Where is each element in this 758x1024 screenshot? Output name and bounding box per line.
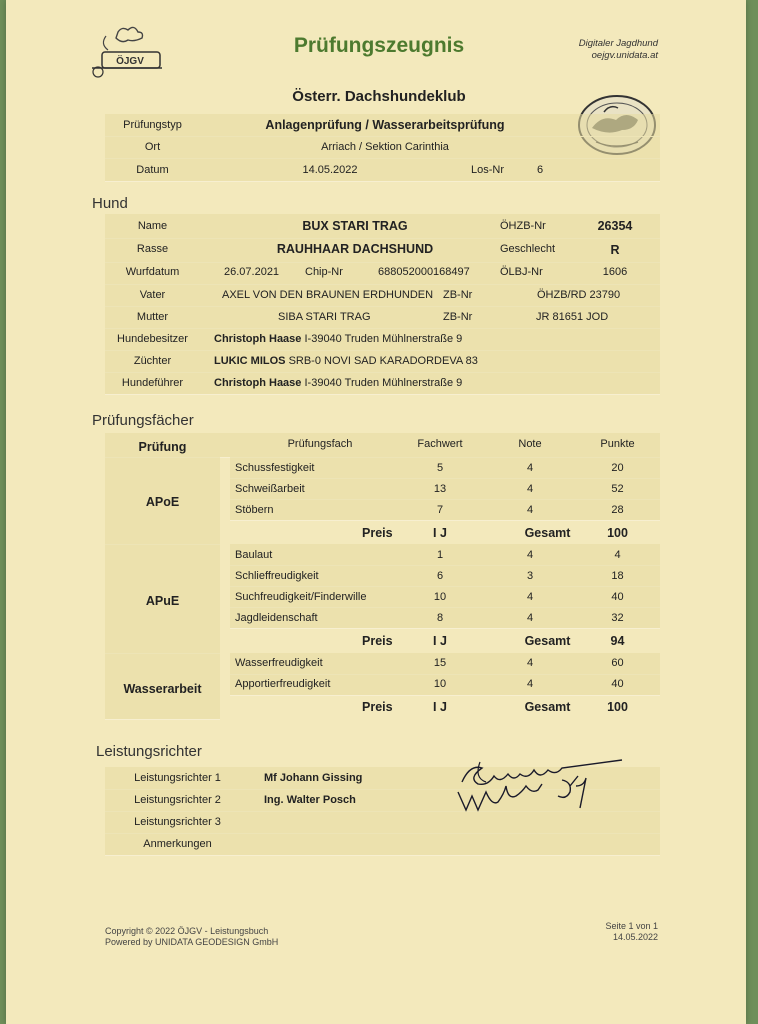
dog-name-value: BUX STARI TRAG (302, 219, 408, 233)
subject-name: Wasserfreudigkeit (235, 657, 323, 669)
dog-heading: Hund (92, 195, 128, 212)
exam-type-value: Anlagenprüfung / Wasserarbeitsprüfung (265, 118, 505, 132)
breeder-name: LUKIC MILOS (214, 355, 286, 367)
chip-value: 688052000168497 (378, 266, 470, 278)
judge-2-name: Ing. Walter Posch (264, 794, 356, 806)
gesamt-value: 94 (610, 634, 625, 648)
father-zb-value: ÖHZB/RD 23790 (537, 289, 621, 301)
subject-grade: 4 (526, 462, 534, 474)
birth-value: 26.07.2021 (224, 266, 280, 278)
footer-right (560, 921, 658, 943)
subject-value: 1 (436, 549, 444, 561)
digital-dog-note (579, 38, 658, 62)
father-zb-label: ZB-Nr (443, 289, 473, 301)
copyright-text: Copyright © 2022 ÖJGV - Leistungsbuch (105, 926, 269, 936)
subject-name: Apportierfreudigkeit (235, 678, 331, 690)
subject-points: 32 (611, 612, 624, 624)
oehzb-label: ÖHZB-Nr (500, 220, 546, 232)
subject-points: 40 (611, 678, 624, 690)
breeder-line (214, 355, 478, 367)
subject-value: 7 (436, 504, 444, 516)
handler-label: Hundeführer (121, 377, 184, 389)
judge-1-name: Mf Johann Gissing (264, 772, 363, 784)
subject-name: Schweißarbeit (235, 483, 305, 495)
subject-value: 10 (433, 591, 447, 603)
subject-points: 52 (611, 483, 624, 495)
breed-label: Rasse (136, 243, 169, 255)
oelbj-label: ÖLBJ-Nr (500, 266, 543, 278)
footer-date: 14.05.2022 (612, 932, 658, 942)
judge-2-label: Leistungsrichter 2 (134, 794, 221, 806)
subject-value: 10 (433, 678, 447, 690)
subject-points: 18 (611, 570, 624, 582)
dog-name-label: Name (137, 220, 168, 232)
los-label: Los-Nr (470, 164, 504, 176)
subject-grade: 4 (526, 591, 534, 603)
col-points: Punkte (600, 438, 635, 450)
col-exam: Prüfung (138, 440, 187, 454)
gesamt-value: 100 (607, 700, 628, 714)
breeder-label: Züchter (133, 355, 172, 367)
exam-place-label: Ort (144, 141, 161, 153)
subject-value: 6 (436, 570, 444, 582)
subject-grade: 4 (526, 549, 534, 561)
subject-grade: 3 (526, 570, 534, 582)
preis-label: Preis (362, 700, 393, 714)
los-value: 6 (536, 164, 544, 176)
page-number: Seite 1 von 1 (605, 921, 658, 931)
judge-signatures (452, 752, 652, 826)
remarks-label: Anmerkungen (143, 838, 212, 850)
gesamt-label: Gesamt (524, 526, 571, 540)
preis-label: Preis (362, 634, 393, 648)
subject-name: Suchfreudigkeit/Finderwille (235, 591, 367, 603)
subjects-heading: Prüfungsfächer (92, 412, 194, 429)
subject-points: 28 (611, 504, 624, 516)
digital-line-2: oejgv.unidata.at (591, 50, 658, 61)
subject-name: Baulaut (235, 549, 273, 561)
subject-grade: 4 (526, 678, 534, 690)
owner-line (214, 333, 462, 345)
sex-label: Geschlecht (500, 243, 556, 255)
preis-value: I J (433, 700, 447, 714)
chip-label: Chip-Nr (305, 266, 343, 278)
subject-value: 13 (433, 483, 447, 495)
subject-grade: 4 (526, 504, 534, 516)
col-value: Fachwert (417, 438, 463, 450)
exam-place-value: Arriach / Sektion Carinthia (321, 141, 449, 153)
subject-points: 4 (614, 549, 621, 561)
preis-value: I J (433, 526, 447, 540)
digital-line-1: Digitaler Jagdhund (578, 38, 658, 49)
group-name: APoE (145, 495, 180, 509)
oehzb-value: 26354 (597, 219, 633, 233)
exam-date-value: 14.05.2022 (302, 164, 358, 176)
subject-name: Jagdleidenschaft (235, 612, 318, 624)
handler-name: Christoph Haase (214, 377, 302, 389)
owner-name: Christoph Haase (214, 333, 302, 345)
subject-points: 20 (611, 462, 624, 474)
subject-grade: 4 (526, 612, 534, 624)
mother-label: Mutter (136, 311, 169, 323)
handler-line (214, 377, 462, 389)
subject-name: Schussfestigkeit (235, 462, 315, 474)
preis-value: I J (433, 634, 447, 648)
oelbj-value: 1606 (602, 266, 628, 278)
subject-points: 60 (611, 657, 624, 669)
subject-grade: 4 (526, 657, 534, 669)
footer-left (105, 926, 278, 948)
gesamt-label: Gesamt (524, 700, 571, 714)
exam-type-label: Prüfungstyp (123, 119, 182, 131)
subject-value: 15 (433, 657, 447, 669)
owner-label: Hundebesitzer (117, 333, 188, 345)
subject-name: Stöbern (235, 504, 274, 516)
group-name: APuE (145, 594, 180, 608)
col-subject: Prüfungsfach (287, 438, 353, 450)
father-value: AXEL VON DEN BRAUNEN ERDHUNDEN (222, 289, 434, 301)
group-name: Wasserarbeit (123, 682, 202, 696)
owner-address: I-39040 Truden Mühlnerstraße 9 (304, 333, 463, 345)
exam-date-label: Datum (136, 164, 169, 176)
sex-value: R (610, 243, 620, 257)
judge-3-label: Leistungsrichter 3 (134, 816, 221, 828)
col-grade: Note (518, 438, 542, 450)
subject-value: 8 (436, 612, 444, 624)
club-name: Österr. Dachshundeklub (292, 88, 466, 105)
subject-grade: 4 (526, 483, 534, 495)
gesamt-label: Gesamt (524, 634, 571, 648)
preis-label: Preis (362, 526, 393, 540)
breed-value: RAUHHAAR DACHSHUND (276, 242, 434, 256)
mother-value: SIBA STARI TRAG (278, 311, 371, 323)
page-title: Prüfungszeugnis (293, 34, 465, 57)
mother-zb-label: ZB-Nr (443, 311, 473, 323)
breeder-address: SRB-0 NOVI SAD KARADORDEVA 83 (288, 355, 478, 367)
father-label: Vater (139, 289, 166, 301)
subject-points: 40 (611, 591, 624, 603)
subject-name: Schlieffreudigkeit (235, 570, 319, 582)
gesamt-value: 100 (607, 526, 628, 540)
mother-zb-value: JR 81651 JOD (536, 311, 609, 323)
handler-address: I-39040 Truden Mühlnerstraße 9 (304, 377, 463, 389)
subject-value: 5 (436, 462, 444, 474)
judge-1-label: Leistungsrichter 1 (134, 772, 221, 784)
birth-label: Wurfdatum (125, 266, 180, 278)
logo-text: ÖJGV (116, 56, 144, 67)
powered-text: Powered by UNIDATA GEODESIGN GmbH (105, 937, 279, 947)
judges-heading: Leistungsrichter (96, 743, 202, 760)
